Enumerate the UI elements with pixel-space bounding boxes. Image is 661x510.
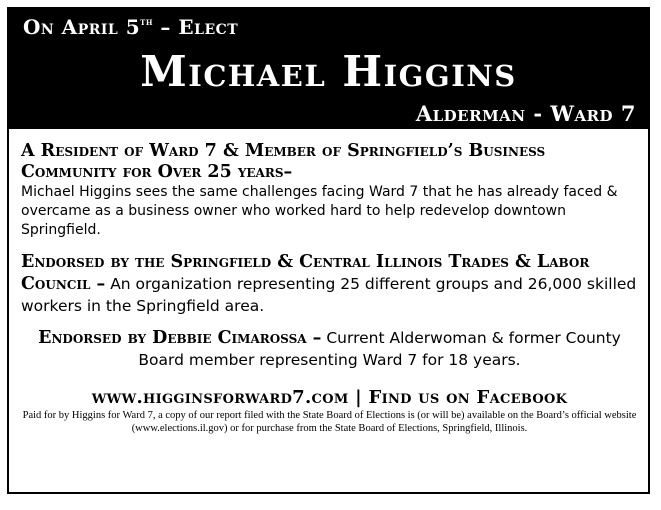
candidate-name: Michael Higgins [140,47,517,96]
section-text: Current Alderwoman & former County Board member representing Ward 7 for 18 years. [138,329,621,369]
section-labor-endorsement [21,252,638,317]
election-date-line [23,15,238,39]
ad-body [21,141,638,435]
section-heading: Endorsed by Debbie Cimarossa – [38,328,322,348]
section-heading: A Resident of Ward 7 & Member of Springfield’s Business Community for Over 25 years– [21,141,546,182]
paid-for-disclaimer: Paid for by Higgins for Ward 7, a copy of our report filed with the State Board of Elections is (or will be) available on the Board’s official website (www.elections.il.gov) or for purchase from the State Board of Elections, Springfield, Illinois. [22,410,637,434]
section-text: An organization representing 25 different groups and 26,000 skilled workers in the Springfield area. [21,275,637,315]
ad-header [9,9,648,129]
section-resident [21,141,638,240]
elect-text: – Elect [152,15,239,39]
website-facebook-line: www.higginsforward7.com | Find us on Facebook [91,387,568,408]
campaign-ad [7,7,650,494]
date-suffix: th [140,17,153,28]
section-cimarossa-endorsement [21,327,638,371]
office-title: Alderman - Ward 7 [415,101,636,126]
date-text: On April 5 [23,15,141,39]
section-text: Michael Higgins sees the same challenges facing Ward 7 that he has already faced & overcame as a business owner who worked hard to help redevelop downtown Springfield. [21,184,618,238]
section-heading: Endorsed by the Springfield & Central Illinois Trades & Labor Council – [21,252,590,294]
